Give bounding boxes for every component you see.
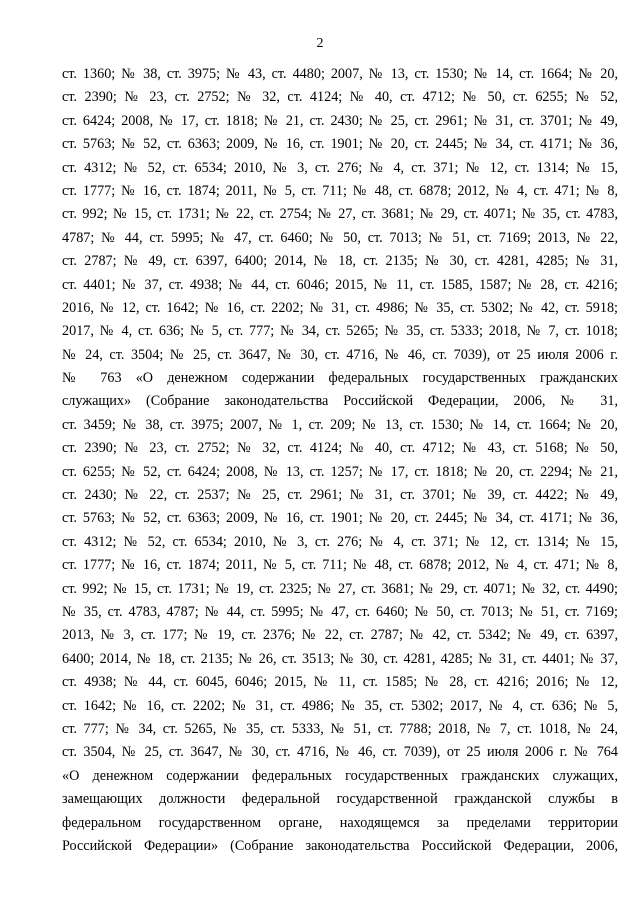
text-line: ст. 1642; № 16, ст. 2202; № 31, ст. 4986; № 35, ст. 5302; 2017, № 4, ст. 636; № 5, bbox=[62, 697, 618, 714]
text-line: замещающих должности федеральной государственной гражданской службы в bbox=[62, 791, 618, 808]
text-line: ст. 992; № 15, ст. 1731; № 22, ст. 2754; № 27, ст. 3681; № 29, ст. 4071; № 35, ст. 4783, bbox=[62, 206, 618, 223]
text-line: 2017, № 4, ст. 636; № 5, ст. 777; № 34, ст. 5265; № 35, ст. 5333; 2018, № 7, ст. 1018; bbox=[62, 323, 618, 340]
text-line: ст. 2390; № 23, ст. 2752; № 32, ст. 4124; № 40, ст. 4712; № 43, ст. 5168; № 50, bbox=[62, 440, 618, 457]
text-line: ст. 1360; № 38, ст. 3975; № 43, ст. 4480; 2007, № 13, ст. 1530; № 14, ст. 1664; № 20, bbox=[62, 66, 618, 82]
text-line: 6400; 2014, № 18, ст. 2135; № 26, ст. 3513; № 30, ст. 4281, 4285; № 31, ст. 4401; № 37, bbox=[62, 650, 618, 667]
text-line: ст. 6255; № 52, ст. 6424; 2008, № 13, ст. 1257; № 17, ст. 1818; № 20, ст. 2294; № 21, bbox=[62, 463, 618, 480]
text-line: ст. 1777; № 16, ст. 1874; 2011, № 5, ст. 711; № 48, ст. 6878; 2012, № 4, ст. 471; № 8, bbox=[62, 182, 618, 199]
text-line: ст. 5763; № 52, ст. 6363; 2009, № 16, ст. 1901; № 20, ст. 2445; № 34, ст. 4171; № 36, bbox=[62, 136, 618, 153]
text-line: ст. 992; № 15, ст. 1731; № 19, ст. 2325; № 27, ст. 3681; № 29, ст. 4071; № 32, ст. 4490; bbox=[62, 580, 618, 597]
text-line: ст. 4401; № 37, ст. 4938; № 44, ст. 6046; 2015, № 11, ст. 1585, 1587; № 28, ст. 4216; bbox=[62, 276, 618, 293]
text-line: ст. 4938; № 44, ст. 6045, 6046; 2015, № 11, ст. 1585; № 28, ст. 4216; 2016; № 12, bbox=[62, 674, 618, 691]
page-number: 2 bbox=[316, 36, 324, 51]
text-line: № 763 «О денежном содержании федеральных государственных гражданских bbox=[62, 370, 618, 387]
text-line: 2016, № 12, ст. 1642; № 16, ст. 2202; № 31, ст. 4986; № 35, ст. 5302; № 42, ст. 5918; bbox=[62, 299, 618, 316]
text-line: «О денежном содержании федеральных государственных гражданских служащих, bbox=[62, 767, 618, 784]
text-line: ст. 3504, № 25, ст. 3647, № 30, ст. 4716, № 46, ст. 7039), от 25 июля 2006 г. № 764 bbox=[62, 744, 618, 761]
text-line: ст. 4312; № 52, ст. 6534; 2010, № 3, ст. 276; № 4, ст. 371; № 12, ст. 1314; № 15, bbox=[62, 533, 618, 550]
text-line: 2013, № 3, ст. 177; № 19, ст. 2376; № 22, ст. 2787; № 42, ст. 5342; № 49, ст. 6397, bbox=[62, 627, 618, 644]
text-line: ст. 1777; № 16, ст. 1874; 2011, № 5, ст. 711; № 48, ст. 6878; 2012, № 4, ст. 471; № 8, bbox=[62, 557, 618, 574]
text-line: 4787; № 44, ст. 5995; № 47, ст. 6460; № 50, ст. 7013; № 51, ст. 7169; 2013, № 22, bbox=[62, 229, 618, 246]
text-line: ст. 2430; № 22, ст. 2537; № 25, ст. 2961; № 31, ст. 3701; № 39, ст. 4422; № 49, bbox=[62, 487, 618, 504]
text-line: Российской Федерации» (Собрание законодательства Российской Федерации, 2006, bbox=[62, 837, 618, 854]
text-line: ст. 3459; № 38, ст. 3975; 2007, № 1, ст. 209; № 13, ст. 1530; № 14, ст. 1664; № 20, bbox=[62, 416, 618, 433]
text-line: ст. 2390; № 23, ст. 2752; № 32, ст. 4124; № 40, ст. 4712; № 50, ст. 6255; № 52, bbox=[62, 89, 618, 106]
text-line: ст. 4312; № 52, ст. 6534; 2010, № 3, ст. 276; № 4, ст. 371; № 12, ст. 1314; № 15, bbox=[62, 159, 618, 176]
text-line: служащих» (Собрание законодательства Российской Федерации, 2006, № 31, bbox=[62, 393, 618, 410]
text-line: № 24, ст. 3504; № 25, ст. 3647, № 30, ст. 4716, № 46, ст. 7039), от 25 июля 2006 г. bbox=[62, 346, 618, 363]
text-line: ст. 6424; 2008, № 17, ст. 1818; № 21, ст. 2430; № 25, ст. 2961; № 31, ст. 3701; № 49, bbox=[62, 112, 618, 129]
text-line: ст. 5763; № 52, ст. 6363; 2009, № 16, ст. 1901; № 20, ст. 2445; № 34, ст. 4171; № 36, bbox=[62, 510, 618, 527]
text-line: федеральном государственном органе, находящемся за пределами территории bbox=[62, 814, 618, 831]
document-body-text bbox=[62, 63, 618, 858]
text-line: ст. 2787; № 49, ст. 6397, 6400; 2014, № 18, ст. 2135; № 30, ст. 4281, 4285; № 31, bbox=[62, 253, 618, 270]
text-line: ст. 777; № 34, ст. 5265, № 35, ст. 5333, № 51, ст. 7788; 2018, № 7, ст. 1018, № 24, bbox=[62, 720, 618, 737]
text-line: № 35, ст. 4783, 4787; № 44, ст. 5995; № 47, ст. 6460; № 50, ст. 7013; № 51, ст. 7169; bbox=[62, 603, 618, 620]
